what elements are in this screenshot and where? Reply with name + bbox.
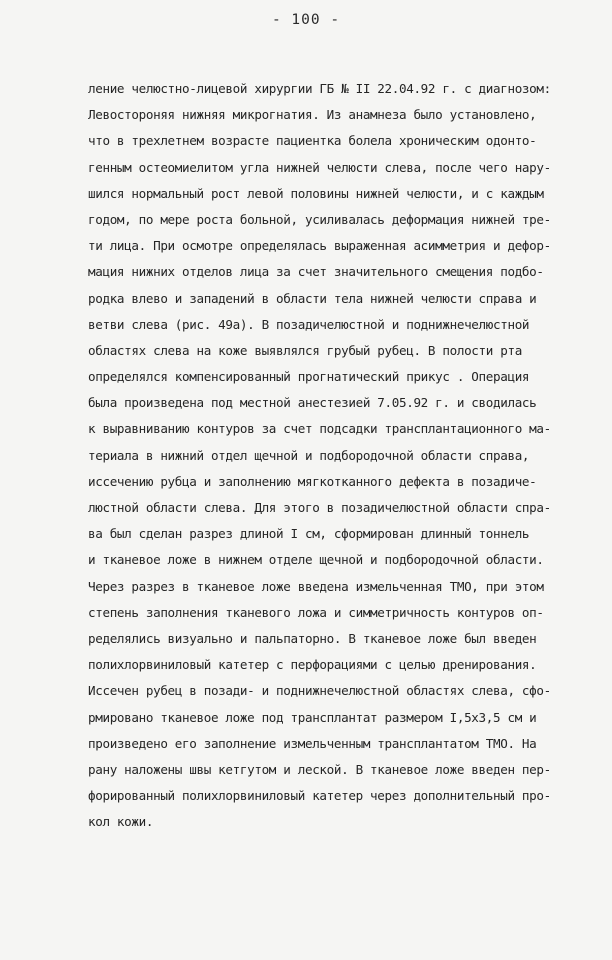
text-line: иссечению рубца и заполнению мягкотканного дефекта в позадиче- [88,473,537,489]
text-line: ва был сделан разрез длиной I см, сформирован длинный тоннель [88,526,530,542]
text-line: рмировано тканевое ложе под трансплантат размером I,5х3,5 см и [88,709,537,725]
text-line: степень заполнения тканевого ложа и симметричность контуров оп- [88,604,544,620]
text-line: областях слева на коже выявлялся грубый рубец. В полости рта [88,342,522,358]
text-line: произведено его заполнение измельченным трансплантатом ТМО. На [88,735,537,751]
text-line: териала в нижний отдел щечной и подбородочной области справа, [88,447,530,463]
text-line: ределялись визуально и пальпаторно. В тканевое ложе был введен [88,630,537,646]
text-line: кол кожи. [88,814,154,830]
text-line: Через разрез в тканевое ложе введена измельченная ТМО, при этом [88,578,544,594]
text-line: форированный полихлорвиниловый катетер через дополнительный про- [88,788,551,804]
text-line: и тканевое ложе в нижнем отделе щечной и подбородочной области. [88,552,544,568]
text-line: шился нормальный рост левой половины нижней челюсти, и с каждым [88,185,544,201]
text-line: Иссечен рубец в позади- и поднижнечелюстной областях слева, сфо- [88,683,551,699]
text-line: определялся компенсированный прогнатический прикус . Операция [88,369,530,385]
text-line: мация нижних отделов лица за счет значительного смещения подбо- [88,264,544,280]
text-line: родка влево и западений в области тела нижней челюсти справа и [88,290,537,306]
text-line: Левостороняя нижняя микрогнатия. Из анамнеза было установлено, [88,107,537,123]
text-line: ление челюстно-лицевой хирургии ГБ № II 22.04.92 г. с диагнозом: [88,81,551,96]
text-line: люстной области слева. Для этого в позадичелюстной области спра- [88,500,551,515]
text-line: к выравниванию контуров за счет подсадки трансплантационного ма- [88,421,551,437]
body-text [88,76,584,835]
text-line: рану наложены швы кетгутом и леской. В тканевое ложе введен пер- [88,761,551,777]
text-line: генным остеомиелитом угла нижней челюсти слева, после чего нару- [88,159,551,175]
text-line: годом, по мере роста больной, усиливалась деформация нижней тре- [88,211,551,227]
text-line: была произведена под местной анестезией 7.05.92 г. и сводилась [88,395,537,411]
text-line: полихлорвиниловый катетер с перфорациями с целью дренирования. [88,657,537,673]
page-number: - 100 - [271,12,341,28]
text-line: ветви слева (рис. 49а). В позадичелюстной и поднижнечелюстной [88,316,530,332]
text-line: что в трехлетнем возрасте пациентка болела хроническим одонто- [88,133,537,149]
text-line: ти лица. При осмотре определялась выраженная асимметрия и дефор- [88,238,551,254]
